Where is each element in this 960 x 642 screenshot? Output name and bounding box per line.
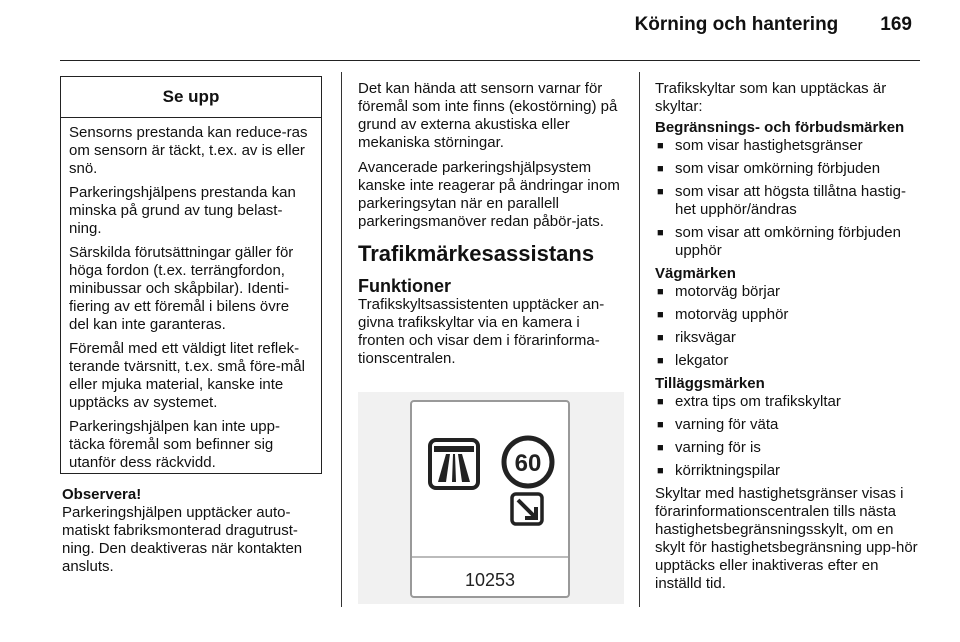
section-heading: Trafikmärkesassistans (358, 241, 595, 266)
list-item: ■ som visar att högsta tillåtna hastig-het upphör/ändras (655, 183, 925, 219)
paragraph: Trafikskyltsassistenten upptäcker an-givna trafikskyltar via en kamera i fronten och visar dem i förarinforma-tionscentralen. (358, 296, 605, 367)
group-title: Tilläggsmärken (655, 375, 765, 392)
list-item: ■ varning för väta (655, 416, 925, 434)
paragraph: Avancerade parkeringshjälpsystem kanske inte reagerar på ändringar inom parkeringsytan när en parallell parkeringsmanöver redan påbör-jats. (358, 159, 620, 230)
column-3 (655, 80, 925, 593)
caution-box (60, 76, 322, 474)
odometer-value: 10253 (464, 570, 516, 590)
list-item: ■ varning för is (655, 439, 925, 457)
direction-arrow-icon (512, 494, 542, 524)
group-title: Begränsnings- och förbudsmärken (655, 119, 905, 136)
group-title: Vägmärken (655, 265, 736, 282)
sign-list (655, 283, 925, 370)
section-title: Körning och hantering (634, 14, 839, 35)
list-item: ■ motorväg börjar (655, 283, 925, 301)
panel-divider (412, 556, 568, 558)
column-divider-2 (639, 72, 640, 607)
sign-assist-figure (358, 392, 624, 604)
caution-paragraph: Föremål med ett väldigt litet reflek-terande tvärsnitt, t.ex. små före-mål eller mjuka material, kanske inte upptäcks av systemet. (69, 340, 305, 411)
caution-body (61, 118, 321, 472)
caution-title: Se upp (61, 77, 321, 118)
signs-graphic (412, 402, 568, 552)
list-item: ■ riksvägar (655, 329, 925, 347)
note-section (62, 486, 326, 576)
note-title: Observera! (62, 486, 142, 503)
sign-list (655, 137, 925, 260)
note-text: Parkeringshjälpen upptäcker auto-matiskt fabriksmonterad dragutrust-ning. Den deaktiveras när kontakten ansluts. (62, 504, 303, 575)
list-item: ■ körriktningspilar (655, 462, 925, 480)
caution-paragraph: Parkeringshjälpens prestanda kan minska på grund av tung belast-ning. (69, 184, 296, 237)
caution-paragraph: Sensorns prestanda kan reduce-ras om sensorn är täckt, t.ex. av is eller snö. (69, 124, 308, 177)
list-item: ■ extra tips om trafikskyltar (655, 393, 925, 411)
caution-paragraph: Särskilda förutsättningar gäller för höga fordon (t.ex. terrängfordon, minibussar och skåpbilar). Identi-fiering av ett föremål i bilens övre del kan inte garanteras. (69, 244, 294, 333)
list-item: ■ som visar omkörning förbjuden (655, 160, 925, 178)
list-item: ■ som visar hastighetsgränser (655, 137, 925, 155)
header-rule (60, 60, 920, 61)
list-item: ■ motorväg upphör (655, 306, 925, 324)
page-header (635, 14, 912, 36)
list-item: ■ lekgator (655, 352, 925, 370)
paragraph: Det kan hända att sensorn varnar för föremål som inte finns (ekostörning) på grund av externa akustiska eller mekaniska störningar. (358, 80, 618, 151)
paragraph: Trafikskyltar som kan upptäckas är skyltar: (655, 80, 887, 115)
page-number: 169 (880, 14, 912, 35)
column-2 (358, 80, 628, 368)
display-panel (410, 400, 570, 598)
column-divider-1 (341, 72, 342, 607)
list-item: ■ som visar att omkörning förbjuden upphör (655, 224, 925, 260)
sign-list (655, 393, 925, 480)
motorway-icon (430, 440, 478, 488)
caution-paragraph: Parkeringshjälpen kan inte upp-täcka föremål som befinner sig utanför dess räckvidd. (69, 418, 280, 471)
speed-limit-value: 60 (514, 450, 542, 477)
paragraph: Skyltar med hastighetsgränser visas i förarinformationscentralen tills nästa hastighetsbegränsningsskylt, om en skylt för hastighetsbegränsning upp-hör upptäcks eller inaktiveras efter en inställd tid. (655, 485, 918, 592)
subsection-heading: Funktioner (358, 276, 451, 296)
